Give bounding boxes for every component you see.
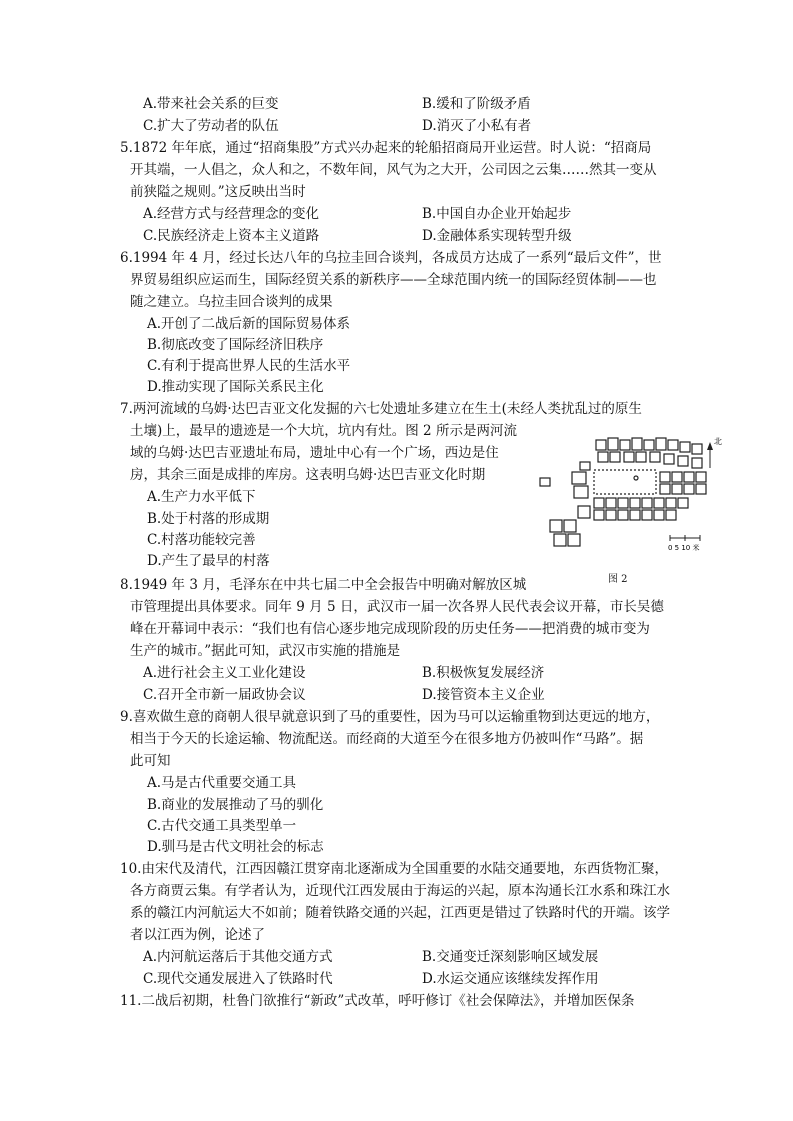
q10-option-b: B.交通变迁深刻影响区域发展 [422,949,599,965]
q8-stem-line-1: 8.1949 年 3 月，毛泽东在中共七届二中全会报告中明确对解放区城 [120,577,527,593]
q7-option-d: D.产生了最早的村落 [147,553,270,569]
q8-option-a: A.进行社会主义工业化建设 [143,665,306,681]
q4-option-c: C.扩大了劳动者的队伍 [143,118,279,134]
north-arrow-icon [707,442,713,468]
q5-option-d: D.金融体系实现转型升级 [422,228,572,244]
q5-option-a: A.经营方式与经营理念的变化 [143,206,320,222]
q5-stem-line-1: 5.1872 年年底，通过“招商集股”方式兴办起来的轮船招商局开业运营。时人说：“招商局 [120,140,652,156]
q9-option-b: B.商业的发展推动了马的驯化 [147,797,324,813]
q6-option-c: C.有利于提高世界人民的生活水平 [147,358,351,374]
q8-stem-line-4: 生产的城市。”据此可知，武汉市实施的措施是 [130,643,401,659]
q8-option-b: B.积极恢复发展经济 [422,665,545,681]
scale-bar [670,535,700,541]
q9-stem-line-1: 9.喜欢做生意的商朝人很早就意识到了马的重要性，因为马可以运输重物到达更远的地方， [120,709,660,725]
q9-option-a: A.马是古代重要交通工具 [147,775,297,791]
q4-option-a: A.带来社会关系的巨变 [143,96,279,112]
north-label: 北 [714,437,722,446]
q7-stem-line-4: 房，其余三面是成排的库房。这表明乌姆·达巴吉亚文化时期 [130,467,486,483]
q6-stem-line-3: 随之建立。乌拉圭回合谈判的成果 [130,294,333,310]
q10-option-d: D.水运交通应该继续发挥作用 [422,971,599,987]
q7-option-a: A.生产力水平低下 [147,489,256,505]
q8-option-c: C.召开全市新一届政协会议 [143,687,306,703]
q4-option-d: D.消灭了小私有者 [422,118,532,134]
q7-stem-line-1: 7.两河流域的乌姆·达巴吉亚文化发掘的六七处遗址多建立在生土(未经人类扰乱过的原生 [120,401,642,417]
q10-stem-line-3: 系的赣江内河航运大不如前；随着铁路交通的兴起，江西更是错过了铁路时代的开端。该学 [130,905,670,921]
q7-stem-line-3: 域的乌姆·达巴吉亚遗址布局，遗址中心有一个广场，西边是住 [130,445,499,461]
q9-stem-line-2: 相当于今天的长途运输、物流配送。而经商的大道至今在很多地方仍被叫作“马路”。据 [130,731,644,747]
q10-stem-line-2: 各方商贾云集。有学者认为，近现代江西发展由于海运的兴起，原本沟通长江水系和珠江水 [130,883,670,899]
q7-option-b: B.处于村落的形成期 [147,511,270,527]
q8-stem-line-2: 市管理提出具体要求。同年 9 月 5 日，武汉市一届一次各界人民代表会议开幕，市长吴德 [130,599,664,615]
figure-caption: 图 2 [608,574,628,585]
q8-option-d: D.接管资本主义企业 [422,687,545,703]
q7-stem-line-2: 土壤)上，最早的遗迹是一个大坑，坑内有灶。图 2 所示是两河流 [130,423,517,439]
scale-label: 0 5 10 米 [668,544,700,552]
q6-option-a: A.开创了二战后新的国际贸易体系 [147,316,351,332]
q11-stem-line-1: 11.二战后初期，杜鲁门欲推行“新政”式改革，呼吁修订《社会保障法》，并增加医保条 [120,993,635,1009]
q6-option-b: B.彻底改变了国际经济旧秩序 [147,337,324,353]
q5-stem-line-2: 开其端，一人倡之，众人和之，不数年间，风气为之大开，公司因之云集……然其一变从 [130,162,657,178]
q9-option-c: C.古代交通工具类型单一 [147,818,297,834]
q10-option-c: C.现代交通发展进入了铁路时代 [143,971,333,987]
q9-option-d: D.驯马是古代文明社会的标志 [147,839,324,855]
q10-stem-line-1: 10.由宋代及清代，江西因赣江贯穿南北逐渐成为全国重要的水陆交通要地，东西货物汇聚， [120,861,668,877]
q9-stem-line-3: 此可知 [130,753,171,769]
q6-option-d: D.推动实现了国际关系民主化 [147,379,324,395]
site-plan-figure [532,432,722,557]
q8-stem-line-3: 峰在开幕词中表示：“我们也有信心逐步地完成现阶段的历史任务——把消费的城市变为 [130,621,650,637]
q4-option-b: B.缓和了阶级矛盾 [422,96,531,112]
q7-option-c: C.村落功能较完善 [147,532,256,548]
q10-option-a: A.内河航运落后于其他交通方式 [143,949,333,965]
q5-option-b: B.中国自办企业开始起步 [422,206,572,222]
q5-option-c: C.民族经济走上资本主义道路 [143,228,320,244]
q10-stem-line-4: 者以江西为例，论述了 [130,927,265,943]
q5-stem-line-3: 前狭隘之规则。”这反映出当时 [130,184,306,200]
q6-stem-line-2: 界贸易组织应运而生，国际经贸关系的新秩序——全球范围内统一的国际经贸体制——也 [130,272,657,288]
q6-stem-line-1: 6.1994 年 4 月，经过长达八年的乌拉圭回合谈判，各成员方达成了一系列“最后文件”，世 [120,250,662,266]
